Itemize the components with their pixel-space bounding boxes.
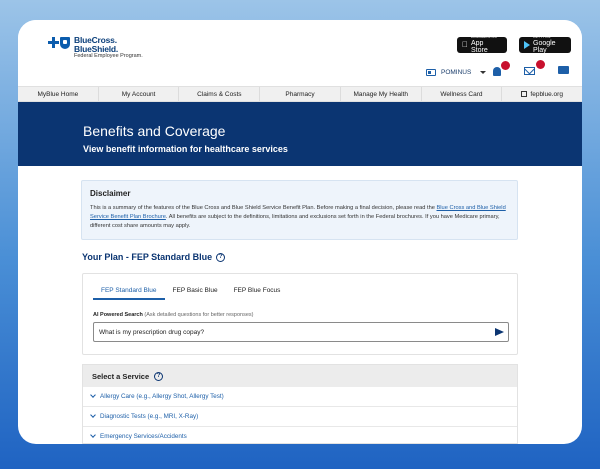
member-id-icon [426, 69, 436, 76]
chevron-down-icon [90, 412, 96, 418]
page-hero [18, 102, 582, 166]
service-item-diagnostic-tests[interactable]: Diagnostic Tests (e.g., MRI, X-Ray) [83, 407, 517, 427]
wellness-card-icon[interactable] [558, 66, 569, 74]
apple-icon [462, 41, 468, 49]
service-header: Select a Service ? [83, 365, 517, 387]
chevron-down-icon [90, 432, 96, 438]
plan-card [82, 273, 518, 355]
blue-shield-icon [60, 37, 70, 49]
blue-cross-icon [48, 37, 59, 48]
logo-line1: BlueCross. [74, 35, 117, 45]
member-name: POMINUS [441, 68, 472, 76]
notification-badge [501, 61, 510, 70]
chevron-down-icon [90, 392, 96, 398]
help-icon[interactable]: ? [154, 372, 163, 381]
logo-tagline: Federal Employee Program. [74, 53, 143, 59]
google-play-icon [524, 41, 530, 49]
service-item-emergency[interactable]: Emergency Services/Accidents [83, 427, 517, 444]
plan-heading: Your Plan - FEP Standard Blue ? [82, 252, 225, 262]
page-title: Benefits and Coverage [83, 123, 226, 139]
service-item-allergy-care[interactable]: Allergy Care (e.g., Allergy Shot, Allergy Test) [83, 387, 517, 407]
help-icon[interactable]: ? [216, 253, 225, 262]
message-badge [536, 60, 545, 69]
nav-claims-costs[interactable]: Claims & Costs [179, 87, 260, 101]
app-store-badge[interactable]: Download on the App Store [457, 37, 507, 53]
disclaimer-box [81, 180, 518, 240]
disclaimer-title: Disclaimer [90, 189, 131, 198]
bell-icon[interactable] [493, 67, 501, 76]
plan-tabs [93, 287, 288, 300]
site-header [18, 20, 582, 86]
member-selector[interactable] [426, 65, 486, 79]
nav-manage-my-health[interactable]: Manage My Health [341, 87, 422, 101]
tab-fep-basic-blue[interactable]: FEP Basic Blue [172, 287, 218, 294]
mail-icon[interactable] [524, 67, 535, 75]
nav-fepblue-org[interactable]: fepblue.org [502, 87, 582, 101]
browser-frame [18, 20, 582, 444]
nav-pharmacy[interactable]: Pharmacy [260, 87, 341, 101]
main-nav [18, 86, 582, 102]
nav-wellness-card[interactable]: Wellness Card [422, 87, 503, 101]
disclaimer-text: This is a summary of the features of the Blue Cross and Blue Shield Service Benefit Plan. Before making a final decision, please read the Blue Cross and Blue Shield Service Benefit Plan Brochure. All benefits are subject to the definitions, limitations and exclusions set forth in the Federal brochures. If you have Medicare primary, different cost share amounts may apply. [90, 205, 506, 229]
chevron-down-icon [480, 71, 486, 74]
external-link-icon [521, 91, 527, 97]
service-selector [82, 364, 518, 444]
plan-brochure-link[interactable]: Blue Cross and Blue Shield Service Benefit Plan Brochure [90, 205, 506, 220]
send-icon[interactable] [495, 328, 504, 336]
bcbs-logo[interactable] [48, 36, 143, 60]
ai-search-label: AI Powered Search (Ask detailed questions for better responses) [93, 312, 254, 318]
ai-search-input[interactable] [93, 322, 509, 342]
nav-my-account[interactable]: My Account [99, 87, 180, 101]
google-play-badge[interactable]: GET IT ON Google Play [519, 37, 571, 53]
tab-fep-blue-focus[interactable]: FEP Blue Focus [233, 287, 281, 294]
nav-myblue-home[interactable]: MyBlue Home [18, 87, 99, 101]
logo-line2: BlueShield. [74, 43, 119, 54]
page-subtitle: View benefit information for healthcare services [83, 144, 288, 154]
tab-fep-standard-blue[interactable]: FEP Standard Blue [93, 287, 165, 300]
